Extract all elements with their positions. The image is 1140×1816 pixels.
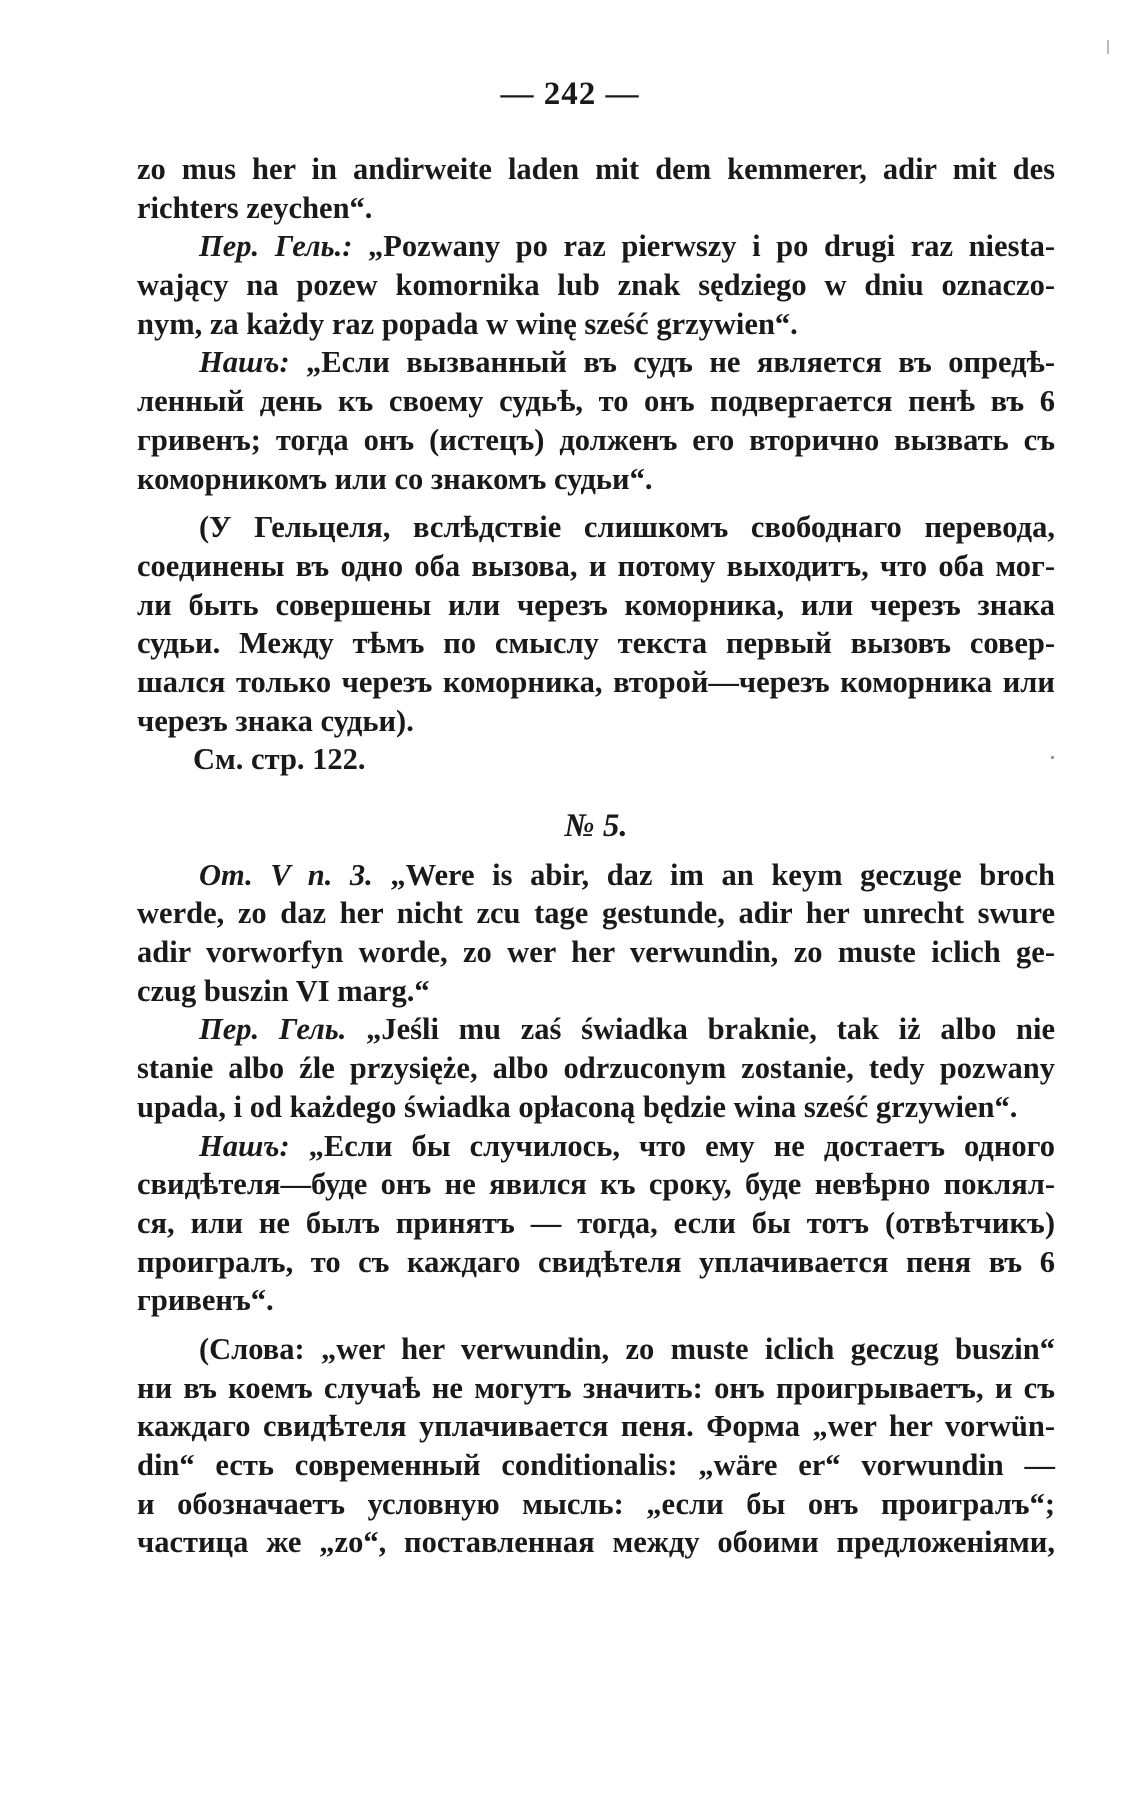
text-line: (Слова: „wer her verwundin, zo muste iclich geczug buszin“: [199, 1331, 1055, 1366]
text-line: соединены въ одно оба вызова, и потому выходитъ, что оба мог-: [137, 548, 1055, 583]
page-body: [137, 150, 1055, 1562]
text-line: stanie albo źle przysięże, albo odrzuconym zostanie, tedy pozwany: [137, 1051, 1055, 1086]
stray-mark: [1107, 40, 1109, 54]
paragraph-4: [137, 508, 1055, 740]
paragraph-label: Пер. Гель.: [199, 1012, 347, 1047]
text-line: [137, 1010, 1055, 1049]
text-line: [137, 1127, 1055, 1166]
text-line: черезъ знака судьи).: [137, 703, 414, 738]
paragraph-7: [137, 1127, 1055, 1320]
text-line: wający na pozew komornika lub znak sędziego w dniu oznaczo-: [137, 268, 1055, 303]
text-line: проигралъ, то съ каждаго свидѣтеля уплачивается пеня въ 6: [137, 1244, 1055, 1279]
text-line: коморникомъ или со знакомъ судьи“.: [137, 461, 653, 496]
line-text: „Jeśli mu zaś świadka braknie, tak iż albo nie: [366, 1012, 1056, 1047]
text-line: гривенъ“.: [137, 1283, 274, 1318]
text-line: [137, 227, 1055, 266]
text-line: (У Гельцеля, вслѣдствіе слишкомъ свободнаго перевода,: [199, 510, 1055, 545]
cross-reference: См. стр. 122.: [193, 742, 366, 777]
text-line: adir vorworfyn worde, zo wer her verwundin, zo muste iclich ge-: [137, 935, 1055, 970]
text-line: [137, 343, 1055, 382]
text-line: din“ есть современный conditionalis: „wäre er“ vorwundin —: [137, 1448, 1055, 1482]
text-line: ленный день къ своему судьѣ, то онъ подвергается пенѣ въ 6: [137, 384, 1055, 419]
page-number: — 242 —: [500, 76, 640, 112]
text-line: nym, za każdy raz popada w winę sześć grzywien“.: [137, 306, 798, 341]
line-text: „Were is abir, daz im an keym geczuge broch: [390, 857, 1055, 892]
paragraph-3: [137, 343, 1055, 498]
text-line: судьи. Между тѣмъ по смыслу текста первый вызовъ совер-: [137, 626, 1055, 661]
paragraph-1: [137, 150, 1055, 227]
text-line: и обозначаетъ условную мысль: „если бы онъ проигралъ“;: [137, 1486, 1055, 1521]
text-line: czug buszin VI marg.“: [137, 973, 430, 1008]
text-line: richters zeychen“.: [137, 190, 373, 225]
section-heading: № 5.: [564, 808, 628, 844]
line-text: „Если вызванный въ судъ не является въ опредѣ-: [306, 345, 1055, 380]
paragraph-8: [137, 1330, 1055, 1562]
paragraph-label: Нашъ:: [199, 345, 290, 380]
text-line: свидѣтеля—буде онъ не явился къ сроку, буде невѣрно поклял-: [137, 1167, 1055, 1202]
text-line: ни въ коемъ случаѣ не могутъ значить: онъ проигрываетъ, и съ: [137, 1370, 1055, 1405]
paragraph-label: От. V n. 3.: [199, 857, 373, 892]
paragraph-2: [137, 227, 1055, 343]
paragraph-label: Нашъ:: [199, 1128, 290, 1163]
text-line: частица же „zo“, поставленная между обоими предложеніями,: [137, 1525, 1055, 1560]
text-line: шался только черезъ коморника, второй—черезъ коморника или: [137, 664, 1055, 699]
paragraph-6: [137, 1010, 1055, 1126]
line-text: „Если бы случилось, что ему не достаетъ одного: [308, 1128, 1056, 1163]
text-line: werde, zo daz her nicht zcu tage gestunde, adir her unrecht swure: [137, 896, 1055, 931]
text-line: zo mus her in andirweite laden mit dem kemmerer, adir mit des: [137, 152, 1055, 186]
paragraph-5: [137, 856, 1055, 1011]
text-line: upada, i od każdego świadka opłaconą będzie wina sześć grzywien“.: [137, 1089, 1018, 1124]
paragraph-label: Пер. Гель.:: [199, 229, 353, 264]
text-line: ли быть совершены или черезъ коморника, или черезъ знака: [137, 587, 1055, 622]
text-line: ся, или не былъ принятъ — тогда, если бы тотъ (отвѣтчикъ): [137, 1205, 1055, 1240]
text-line: [137, 856, 1055, 895]
text-line: каждаго свидѣтеля уплачивается пеня. Форма „wer her vorwün-: [137, 1409, 1055, 1444]
line-text: „Pozwany po raz pierwszy i po drugi raz niesta-: [367, 229, 1055, 264]
text-line: гривенъ; тогда онъ (истецъ) долженъ его вторично вызвать съ: [137, 422, 1055, 457]
